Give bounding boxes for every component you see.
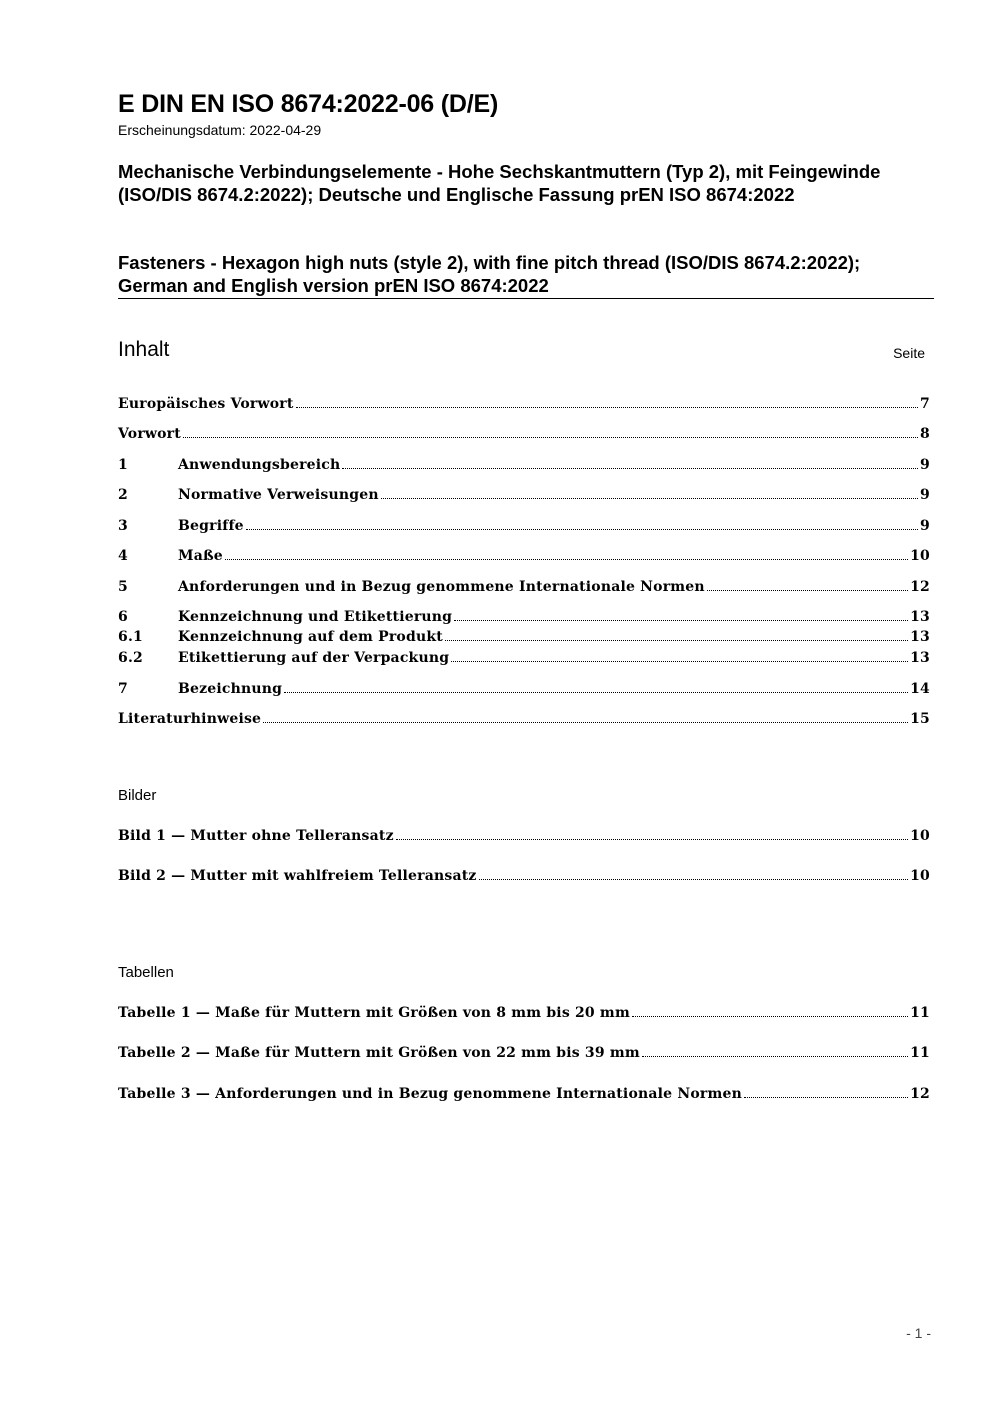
dot-leader [342, 467, 918, 469]
toc-entry-page: 7 [920, 396, 930, 412]
toc-entry-scope[interactable] [118, 457, 930, 473]
toc-entry-product-marking[interactable] [118, 629, 930, 645]
dot-leader [296, 406, 919, 408]
dot-leader [707, 589, 908, 591]
tables-heading: Tabellen [118, 964, 174, 981]
dot-leader [744, 1096, 908, 1098]
toc-entry-title: Europäisches Vorwort [118, 396, 294, 412]
toc-entry-page: 10 [910, 548, 930, 564]
dot-leader [381, 497, 918, 499]
dot-leader [451, 660, 908, 662]
toc-entry-title: Etikettierung auf der Verpackung [178, 650, 450, 666]
toc-entry-title: Anwendungsbereich [178, 457, 341, 473]
dot-leader [479, 878, 909, 880]
page-number: - 1 - [906, 1325, 931, 1341]
toc-entry-number: 4 [118, 548, 128, 564]
table-entry-page: 11 [910, 1005, 930, 1021]
dot-leader [263, 721, 908, 723]
toc-entry-dimensions[interactable] [118, 548, 930, 564]
dot-leader [642, 1055, 908, 1057]
toc-entry-page: 12 [910, 579, 930, 595]
dot-leader [632, 1015, 908, 1017]
figure-entry-page: 10 [910, 828, 930, 844]
toc-entry-page: 9 [920, 487, 930, 503]
toc-entry-title: Normative Verweisungen [178, 487, 379, 503]
toc-entry-title: Maße [178, 548, 223, 564]
figure-entry-title: Bild 2 — Mutter mit wahlfreiem Telleransatz [118, 868, 477, 884]
toc-entry-title: Kennzeichnung auf dem Produkt [178, 629, 443, 645]
toc-entry-title: Begriffe [178, 518, 244, 534]
toc-entry-number: 1 [118, 457, 128, 473]
toc-entry-marking-labelling[interactable] [118, 609, 930, 625]
toc-entry-designation[interactable] [118, 681, 930, 697]
table-entry-page: 12 [910, 1086, 930, 1102]
publication-date: Erscheinungsdatum: 2022-04-29 [118, 122, 322, 138]
toc-entry-normative-references[interactable] [118, 487, 930, 503]
table-entry-title: Tabelle 2 — Maße für Muttern mit Größen von 22 mm bis 39 mm [118, 1045, 640, 1061]
toc-entry-terms[interactable] [118, 518, 930, 534]
toc-entry-page: 13 [910, 629, 930, 645]
toc-entry-page: 13 [910, 609, 930, 625]
header-divider [118, 298, 934, 299]
toc-entry-bibliography[interactable] [118, 711, 930, 727]
dot-leader [225, 558, 908, 560]
toc-entry-page: 13 [910, 650, 930, 666]
dot-leader [454, 619, 908, 621]
table-entry-page: 11 [910, 1045, 930, 1061]
figure-entry-2[interactable] [118, 868, 930, 884]
toc-entry-title: Vorwort [118, 426, 181, 442]
toc-entry-foreword[interactable] [118, 426, 930, 442]
title-german: Mechanische Verbindungselemente - Hohe Sechskantmuttern (Typ 2), mit Feingewinde (ISO/DIS 8674.2:2022); Deutsche und Englische Fassung prEN ISO 8674:2022 [118, 161, 881, 205]
dot-leader [284, 691, 908, 693]
toc-entry-number: 3 [118, 518, 128, 534]
dot-leader [246, 528, 918, 530]
toc-entry-page: 15 [910, 711, 930, 727]
toc-entry-european-foreword[interactable] [118, 396, 930, 412]
toc-heading: Inhalt [118, 338, 170, 361]
toc-entry-title: Literaturhinweise [118, 711, 262, 727]
toc-entry-number: 2 [118, 487, 128, 503]
figure-entry-1[interactable] [118, 828, 930, 844]
toc-entry-title: Kennzeichnung und Etikettierung [178, 609, 453, 625]
toc-entry-number: 6.2 [118, 650, 143, 666]
table-entry-1[interactable] [118, 1005, 930, 1021]
toc-entry-package-labelling[interactable] [118, 650, 930, 666]
toc-entry-title: Anforderungen und in Bezug genommene Internationale Normen [178, 579, 705, 595]
figure-entry-page: 10 [910, 868, 930, 884]
toc-entry-page: 14 [910, 681, 930, 697]
toc-entry-page: 9 [920, 518, 930, 534]
toc-entry-number: 5 [118, 579, 128, 595]
toc-entry-page: 9 [920, 457, 930, 473]
figures-heading: Bilder [118, 787, 157, 804]
toc-page-label: Seite [893, 345, 925, 361]
toc-entry-number: 6 [118, 609, 128, 625]
toc-entry-number: 6.1 [118, 629, 143, 645]
table-entry-title: Tabelle 3 — Anforderungen und in Bezug genommene Internationale Normen [118, 1086, 742, 1102]
table-entry-3[interactable] [118, 1086, 930, 1102]
toc-entry-title: Bezeichnung [178, 681, 283, 697]
toc-entry-number: 7 [118, 681, 128, 697]
toc-entry-requirements[interactable] [118, 579, 930, 595]
table-entry-2[interactable] [118, 1045, 930, 1061]
title-english: Fasteners - Hexagon high nuts (style 2), with fine pitch thread (ISO/DIS 8674.2:2022); German and English version prEN ISO 8674:2022 [118, 252, 861, 296]
dot-leader [445, 639, 908, 641]
dot-leader [183, 436, 918, 438]
figure-entry-title: Bild 1 — Mutter ohne Telleransatz [118, 828, 394, 844]
dot-leader [396, 838, 908, 840]
document-id: E DIN EN ISO 8674:2022-06 (D/E) [118, 90, 499, 118]
table-entry-title: Tabelle 1 — Maße für Muttern mit Größen von 8 mm bis 20 mm [118, 1005, 630, 1021]
toc-entry-page: 8 [920, 426, 930, 442]
